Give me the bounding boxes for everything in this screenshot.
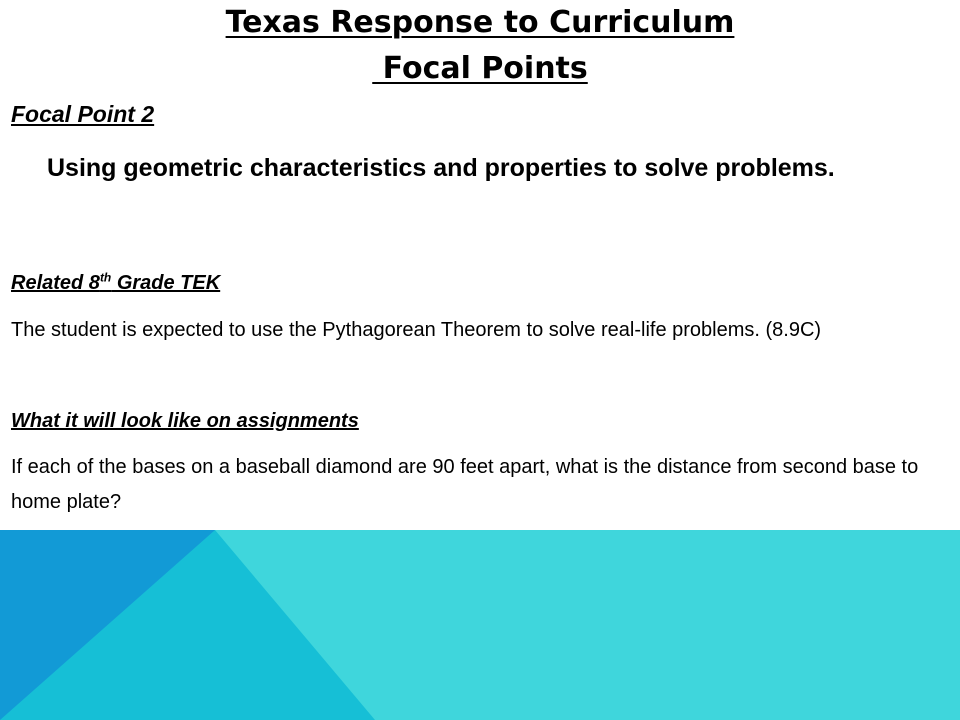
assignments-heading: What it will look like on assignments [11,410,359,432]
assignments-text: If each of the bases on a baseball diamond are 90 feet apart, what is the distance from second base to home plate? [11,456,919,513]
slide-title-line-1: Texas Response to Curriculum [225,5,735,40]
tek-heading-superscript: th [99,270,112,285]
tek-heading-suffix: Grade TEK [111,272,221,294]
focal-point-heading: Focal Point 2 [11,101,155,127]
focal-point-text: Using geometric characteristics and properties to solve problems. [47,154,835,182]
slide-title-line-2: Focal Points [372,51,588,86]
tek-text: The student is expected to use the Pythagorean Theorem to solve real-life problems. (8.9C) [11,319,822,341]
tek-heading-prefix: Related 8 [11,272,100,294]
slide-title [0,0,960,92]
tek-heading [11,266,220,300]
decorative-background-band [0,530,960,720]
